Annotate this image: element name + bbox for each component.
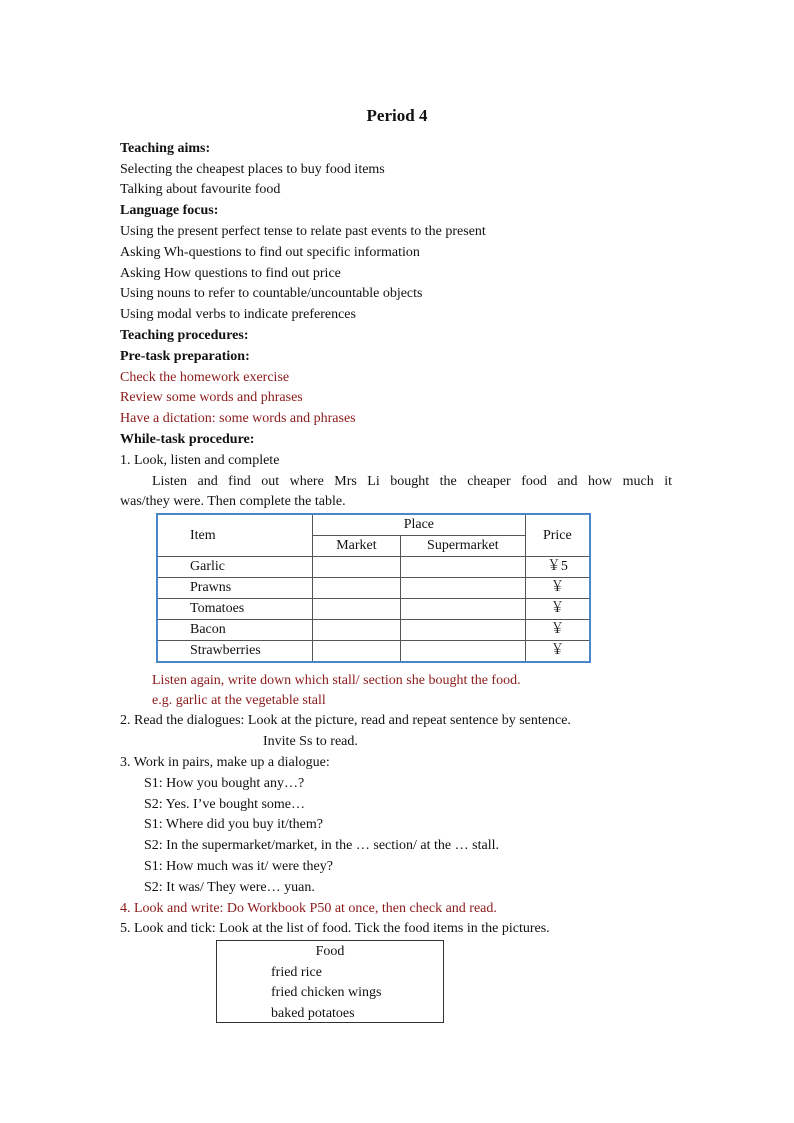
dialogue-line: S2: It was/ They were… yuan. — [144, 880, 315, 895]
focus-line: Using the present perfect tense to relate past events to the present — [120, 224, 486, 239]
step2-line: 2. Read the dialogues: Look at the picture, read and repeat sentence by sentence. — [120, 713, 571, 728]
step1-after: Listen again, write down which stall/ section she bought the food. — [152, 673, 521, 688]
supermarket-cell[interactable] — [400, 641, 525, 663]
focus-line: Asking Wh-questions to find out specific information — [120, 245, 420, 260]
step1-instruction: Listen and find out where Mrs Li bought the cheaper food and how much it — [152, 474, 672, 489]
market-cell[interactable] — [313, 578, 401, 599]
step1-title: 1. Look, listen and complete — [120, 453, 280, 468]
procedures-heading: Teaching procedures: — [120, 328, 249, 343]
table-row — [157, 599, 590, 620]
table-row — [157, 620, 590, 641]
food-item: fried rice — [271, 965, 322, 980]
supermarket-cell[interactable] — [400, 578, 525, 599]
supermarket-cell[interactable] — [400, 599, 525, 620]
market-cell[interactable] — [313, 641, 401, 663]
price-cell: ￥ — [525, 620, 590, 641]
table-row — [157, 641, 590, 663]
aim-line: Talking about favourite food — [120, 182, 281, 197]
item-cell: Prawns — [157, 578, 313, 599]
aim-line: Selecting the cheapest places to buy food items — [120, 162, 385, 177]
dialogue-line: S1: Where did you buy it/them? — [144, 817, 323, 832]
focus-line: Asking How questions to find out price — [120, 266, 341, 281]
step2-line: Invite Ss to read. — [263, 734, 358, 749]
pretask-line: Review some words and phrases — [120, 390, 303, 405]
food-list-header: Food — [315, 944, 345, 959]
food-item: fried chicken wings — [271, 985, 382, 1000]
header-item: Item — [157, 514, 313, 557]
aims-heading: Teaching aims: — [120, 141, 211, 156]
price-table — [156, 513, 591, 663]
market-cell[interactable] — [313, 599, 401, 620]
step3-title: 3. Work in pairs, make up a dialogue: — [120, 755, 330, 770]
dialogue-line: S2: Yes. I’ve bought some… — [144, 797, 306, 812]
table-row — [157, 578, 590, 599]
price-cell: ￥5 — [525, 557, 590, 578]
header-supermarket: Supermarket — [400, 536, 525, 557]
step1-example: e.g. garlic at the vegetable stall — [152, 693, 326, 708]
item-cell: Bacon — [157, 620, 313, 641]
market-cell[interactable] — [313, 620, 401, 641]
item-cell: Strawberries — [157, 641, 313, 663]
header-market: Market — [313, 536, 401, 557]
food-item: baked potatoes — [271, 1006, 355, 1021]
focus-heading: Language focus: — [120, 203, 219, 218]
step1-instruction-cont: was/they were. Then complete the table. — [120, 494, 346, 509]
step5-line: 5. Look and tick: Look at the list of food. Tick the food items in the pictures. — [120, 921, 550, 936]
table-row — [157, 557, 590, 578]
header-place: Place — [313, 514, 526, 536]
pretask-heading: Pre-task preparation: — [120, 349, 250, 364]
step4-line: 4. Look and write: Do Workbook P50 at once, then check and read. — [120, 901, 497, 916]
supermarket-cell[interactable] — [400, 557, 525, 578]
focus-line: Using modal verbs to indicate preferences — [120, 307, 356, 322]
price-cell: ￥ — [525, 641, 590, 663]
market-cell[interactable] — [313, 557, 401, 578]
dialogue-line: S2: In the supermarket/market, in the … section/ at the … stall. — [144, 838, 499, 853]
pretask-line: Have a dictation: some words and phrases — [120, 411, 356, 426]
price-cell: ￥ — [525, 578, 590, 599]
dialogue-line: S1: How much was it/ were they? — [144, 859, 333, 874]
focus-line: Using nouns to refer to countable/uncountable objects — [120, 286, 423, 301]
supermarket-cell[interactable] — [400, 620, 525, 641]
header-price: Price — [525, 514, 590, 557]
whiletask-heading: While-task procedure: — [120, 432, 255, 447]
price-cell: ￥ — [525, 599, 590, 620]
item-cell: Garlic — [157, 557, 313, 578]
item-cell: Tomatoes — [157, 599, 313, 620]
food-list-box — [216, 940, 444, 1023]
pretask-line: Check the homework exercise — [120, 370, 290, 385]
page-title: Period 4 — [366, 106, 428, 125]
dialogue-line: S1: How you bought any…? — [144, 776, 305, 791]
